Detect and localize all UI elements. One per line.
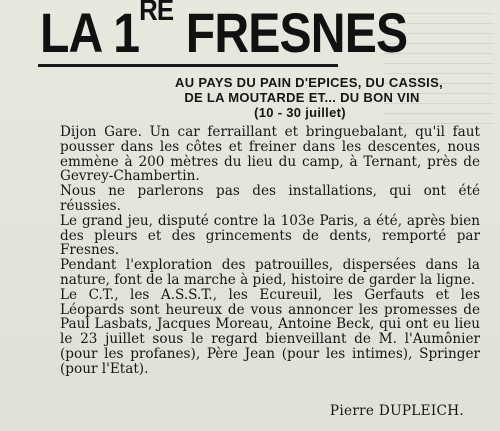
subheadline-line-1: AU PAYS DU PAIN D'EPICES, DU CASSIS, (175, 75, 443, 90)
subheadline-dates: (10 - 30 juillet) (254, 105, 346, 120)
headline-suffix: FRESNES (173, 1, 408, 64)
paragraph-arrival: Dijon Gare. Un car ferraillant et bringuebalant, qu'il faut pousser dans les côtes et freiner dans les descentes, nous emmène à 200 mètres du lieu du camp, à Ternant, près de Gevrey-Chambertin. (60, 124, 480, 185)
subheadline-line-2: DE LA MOUTARDE ET... DU BON VIN (184, 90, 420, 105)
article-signature: Pierre DUPLEICH. (329, 403, 464, 419)
article-body (60, 125, 480, 377)
paragraph-installations: Nous ne parlerons pas des installations, qui ont été réussies. (60, 183, 480, 214)
headline-superscript: RE (139, 0, 174, 27)
paragraph-promesses: Le C.T., les A.S.S.T., les Ecureuil, les Gerfauts et les Léopards sont heureux de vous annoncer les promesses de Paul Lasbats, Jacques Moreau, Antoine Beck, qui ont eu lieu le 23 juillet sous le regard bienveillant de M. l'Aumônier (pour les profanes), Père Jean (pour les intimes), Springer (pour l'Etat). (60, 286, 480, 377)
headline-underline (38, 64, 338, 67)
paragraph-exploration: Pendant l'exploration des patrouilles, dispersées dans la nature, font de la marche à pied, histoire de garder la ligne. (60, 257, 480, 288)
article-subheadline (0, 75, 500, 120)
paragraph-grand-jeu: Le grand jeu, disputé contre la 103e Paris, a été, après bien des pleurs et des grincements de dents, remporté par Fresnes. (60, 212, 480, 259)
headline-prefix: LA 1 (40, 1, 140, 64)
article-headline (40, 2, 407, 64)
